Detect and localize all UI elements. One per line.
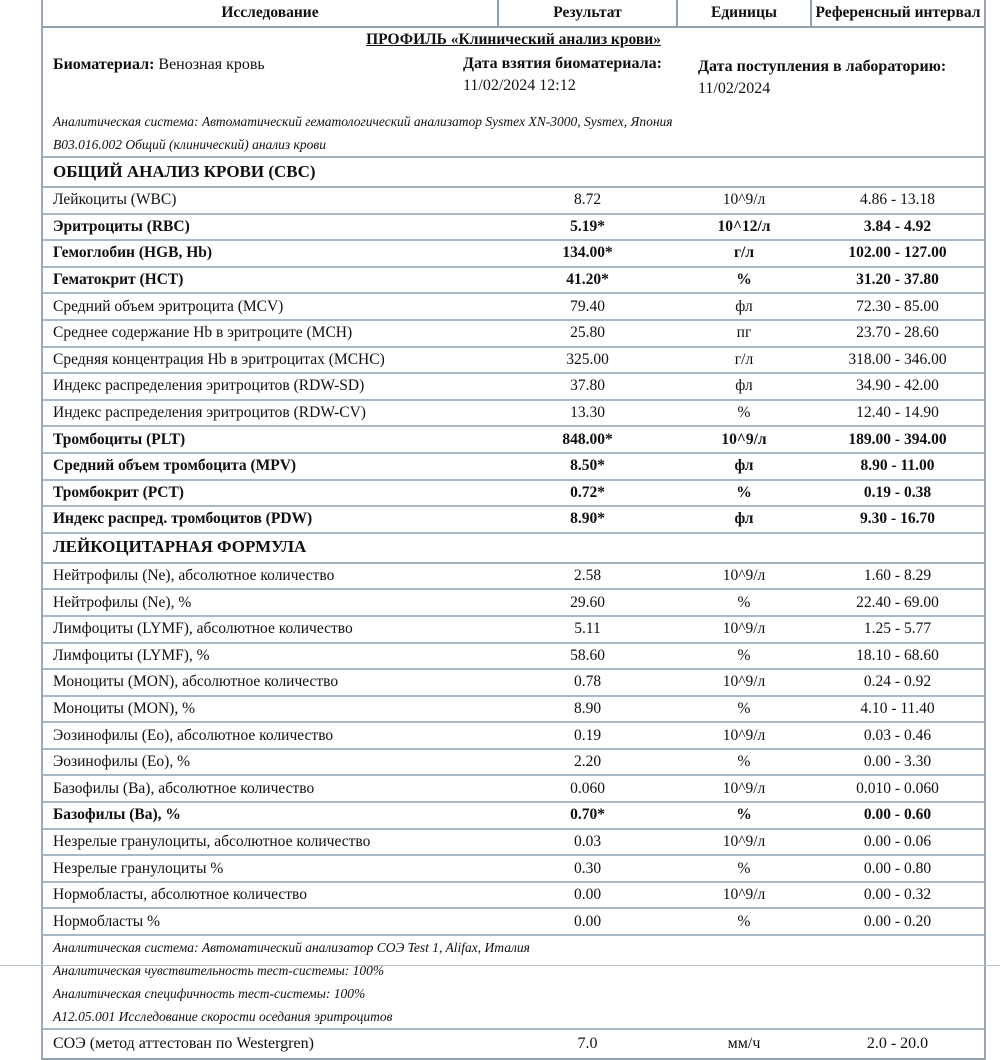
analyte-reference-range: 0.00 - 3.30 (811, 749, 984, 776)
analyte-units: % (677, 802, 811, 829)
analyte-units: 10^9/л (677, 616, 811, 643)
analyte-reference-range: 1.60 - 8.29 (811, 563, 984, 590)
analyte-name: Средний объем тромбоцита (MPV) (43, 453, 498, 480)
analyte-result: 13.30 (498, 400, 677, 427)
analyte-units: % (677, 267, 811, 294)
analyte-units: 10^9/л (677, 775, 811, 802)
analyte-result: 0.00 (498, 908, 677, 935)
analyte-name: Эритроциты (RBC) (43, 214, 498, 241)
analyte-name: Нейтрофилы (Ne), % (43, 589, 498, 616)
table-row (43, 373, 984, 400)
analyte-name: Лейкоциты (WBC) (43, 187, 498, 214)
table-row (43, 320, 984, 347)
analyte-result: 0.72* (498, 480, 677, 507)
analyte-result: 58.60 (498, 643, 677, 670)
column-header-result: Результат (498, 0, 677, 27)
table-row (43, 267, 984, 294)
table-row (43, 453, 984, 480)
analyte-name: Гемоглобин (HGB, Hb) (43, 240, 498, 267)
profile-title-row (43, 27, 984, 52)
analyte-result: 8.90 (498, 696, 677, 723)
analyte-reference-range: 9.30 - 16.70 (811, 506, 984, 533)
analyte-result: 8.50* (498, 453, 677, 480)
analytical-note-row (43, 982, 984, 1005)
table-row (43, 775, 984, 802)
table-row (43, 908, 984, 935)
analyte-result: 0.30 (498, 855, 677, 882)
analyte-name: Нейтрофилы (Ne), абсолютное количество (43, 563, 498, 590)
lab-results-table (43, 0, 984, 1060)
analyte-reference-range: 34.90 - 42.00 (811, 373, 984, 400)
analyte-result: 8.72 (498, 187, 677, 214)
analyte-name: Базофилы (Ba), абсолютное количество (43, 775, 498, 802)
table-row (43, 589, 984, 616)
analyte-name: Лимфоциты (LYMF), % (43, 643, 498, 670)
analyte-name: Лимфоциты (LYMF), абсолютное количество (43, 616, 498, 643)
analyte-reference-range: 3.84 - 4.92 (811, 214, 984, 241)
analyte-result: 5.11 (498, 616, 677, 643)
table-row (43, 187, 984, 214)
column-header-research: Исследование (43, 0, 498, 27)
analyte-result: 79.40 (498, 293, 677, 320)
table-row (43, 616, 984, 643)
analyte-units: 10^9/л (677, 722, 811, 749)
analyte-result: 0.03 (498, 829, 677, 856)
analyte-result: 8.90* (498, 506, 677, 533)
collection-date-block (463, 55, 713, 95)
analyte-reference-range: 0.010 - 0.060 (811, 775, 984, 802)
analyte-name: Эозинофилы (Eo), % (43, 749, 498, 776)
analyte-result: 325.00 (498, 347, 677, 374)
analyte-units: г/л (677, 240, 811, 267)
analytical-note-cell (43, 1005, 984, 1029)
analytical-note-text: Аналитическая система: Автоматический гематологический анализатор Sysmex XN-3000, Sysmex, Япония (53, 114, 673, 129)
analytical-note-cell (43, 959, 984, 982)
analyte-units: 10^9/л (677, 563, 811, 590)
analyte-name: СОЭ (метод аттестован по Westergren) (43, 1029, 498, 1059)
analyte-name: Индекс распред. тромбоцитов (PDW) (43, 506, 498, 533)
biomaterial-value: Венозная кровь (158, 56, 265, 73)
analyte-reference-range: 0.03 - 0.46 (811, 722, 984, 749)
table-row (43, 563, 984, 590)
analyte-result: 0.19 (498, 722, 677, 749)
analyte-name: Индекс распределения эритроцитов (RDW-CV) (43, 400, 498, 427)
table-row (43, 480, 984, 507)
analytical-note-text: Аналитическая система: Автоматический анализатор СОЭ Test 1, Alifax, Италия (53, 940, 530, 956)
table-row (43, 426, 984, 453)
analyte-name: Тромбоциты (PLT) (43, 426, 498, 453)
analyte-result: 41.20* (498, 267, 677, 294)
analyte-reference-range: 18.10 - 68.60 (811, 643, 984, 670)
analyte-units: фл (677, 453, 811, 480)
analyte-reference-range: 22.40 - 69.00 (811, 589, 984, 616)
analyte-name: Нормобласты % (43, 908, 498, 935)
analytical-note-row (43, 935, 984, 959)
analyte-units: % (677, 400, 811, 427)
analyte-units: % (677, 480, 811, 507)
table-row (43, 214, 984, 241)
analyte-reference-range: 0.19 - 0.38 (811, 480, 984, 507)
analyte-units: 10^9/л (677, 829, 811, 856)
collection-date-value: 11/02/2024 12:12 (463, 77, 576, 94)
analyte-result: 7.0 (498, 1029, 677, 1059)
analyte-reference-range: 4.10 - 11.40 (811, 696, 984, 723)
column-header-units: Единицы (677, 0, 811, 27)
analyte-name: Средняя концентрация Hb в эритроцитах (MCHC) (43, 347, 498, 374)
biomaterial-block (53, 56, 265, 74)
analyte-units: % (677, 589, 811, 616)
analyte-units: фл (677, 506, 811, 533)
analyte-units: % (677, 696, 811, 723)
table-row (43, 722, 984, 749)
analyte-units: 10^9/л (677, 426, 811, 453)
analyte-name: Моноциты (MON), % (43, 696, 498, 723)
analyte-result: 0.70* (498, 802, 677, 829)
analyte-units: 10^12/л (677, 214, 811, 241)
analyte-units: фл (677, 293, 811, 320)
collection-date-label: Дата взятия биоматериала: (463, 55, 662, 72)
analyte-reference-range: 318.00 - 346.00 (811, 347, 984, 374)
analyte-result: 0.060 (498, 775, 677, 802)
table-row (43, 1029, 984, 1059)
analyte-reference-range: 189.00 - 394.00 (811, 426, 984, 453)
table-row (43, 293, 984, 320)
column-header-reference: Референсный интервал (811, 0, 984, 27)
analyte-name: Индекс распределения эритроцитов (RDW-SD) (43, 373, 498, 400)
analyte-reference-range: 0.00 - 0.20 (811, 908, 984, 935)
analyte-reference-range: 0.24 - 0.92 (811, 669, 984, 696)
analytical-note-text: A12.05.001 Исследование скорости оседания эритроцитов (53, 1009, 393, 1025)
lab-report-document (41, 0, 986, 1060)
table-header-row (43, 0, 984, 27)
table-row (43, 749, 984, 776)
analyte-name: Незрелые гранулоциты, абсолютное количество (43, 829, 498, 856)
analyte-name: Средний объем эритроцита (MCV) (43, 293, 498, 320)
section-header-row (43, 533, 984, 563)
analytical-note-cell (43, 982, 984, 1005)
analyte-result: 37.80 (498, 373, 677, 400)
analyte-name: Базофилы (Ba), % (43, 802, 498, 829)
analyte-units: % (677, 855, 811, 882)
analyte-reference-range: 1.25 - 5.77 (811, 616, 984, 643)
biomaterial-label: Биоматериал: (53, 56, 155, 73)
analyte-reference-range: 31.20 - 37.80 (811, 267, 984, 294)
analyte-result: 0.78 (498, 669, 677, 696)
analyte-result: 5.19* (498, 214, 677, 241)
table-row (43, 882, 984, 909)
specimen-info-grid (43, 52, 984, 110)
lab-receipt-date-value: 11/02/2024 (698, 80, 771, 97)
analytical-note-row (43, 959, 984, 982)
analyte-units: % (677, 643, 811, 670)
table-row (43, 347, 984, 374)
analytical-note-text: Аналитическая специфичность тест-системы: 100% (53, 986, 366, 1002)
page-bottom-rule (0, 965, 1000, 966)
analyte-result: 29.60 (498, 589, 677, 616)
analyte-result: 134.00* (498, 240, 677, 267)
analytical-note-row (43, 133, 984, 157)
analytical-note-row (43, 110, 984, 133)
specimen-info-cell (43, 52, 984, 110)
analyte-name: Незрелые гранулоциты % (43, 855, 498, 882)
analytical-note-cell (43, 935, 984, 959)
analytical-note-cell (43, 133, 984, 157)
analyte-reference-range: 0.00 - 0.06 (811, 829, 984, 856)
analyte-name: Эозинофилы (Eo), абсолютное количество (43, 722, 498, 749)
table-row (43, 240, 984, 267)
analyte-result: 848.00* (498, 426, 677, 453)
table-row (43, 643, 984, 670)
analyte-units: 10^9/л (677, 882, 811, 909)
analyte-name: Моноциты (MON), абсолютное количество (43, 669, 498, 696)
analyte-units: пг (677, 320, 811, 347)
analyte-units: 10^9/л (677, 669, 811, 696)
analyte-reference-range: 0.00 - 0.32 (811, 882, 984, 909)
analyte-name: Среднее содержание Hb в эритроците (MCH) (43, 320, 498, 347)
profile-title-cell (43, 27, 984, 52)
analyte-name: Гематокрит (HCT) (43, 267, 498, 294)
analyte-reference-range: 23.70 - 28.60 (811, 320, 984, 347)
analytical-note-text: Аналитическая чувствительность тест-системы: 100% (53, 963, 385, 979)
analyte-units: г/л (677, 347, 811, 374)
table-row (43, 696, 984, 723)
analyte-reference-range: 2.0 - 20.0 (811, 1029, 984, 1059)
table-row (43, 669, 984, 696)
analyte-result: 2.20 (498, 749, 677, 776)
analyte-units: % (677, 749, 811, 776)
analyte-reference-range: 0.00 - 0.60 (811, 802, 984, 829)
analyte-units: фл (677, 373, 811, 400)
analyte-reference-range: 0.00 - 0.80 (811, 855, 984, 882)
analyte-units: % (677, 908, 811, 935)
lab-receipt-date-label: Дата поступления в лабораторию: (698, 58, 947, 75)
section-title: ОБЩИЙ АНАЛИЗ КРОВИ (CBC) (43, 157, 984, 187)
table-row (43, 829, 984, 856)
section-title: ЛЕЙКОЦИТАРНАЯ ФОРМУЛА (43, 533, 984, 563)
analyte-reference-range: 102.00 - 127.00 (811, 240, 984, 267)
analyte-reference-range: 8.90 - 11.00 (811, 453, 984, 480)
analyte-units: 10^9/л (677, 187, 811, 214)
analyte-reference-range: 4.86 - 13.18 (811, 187, 984, 214)
specimen-info-row (43, 52, 984, 110)
section-header-row (43, 157, 984, 187)
table-row (43, 802, 984, 829)
analytical-note-row (43, 1005, 984, 1029)
analyte-result: 25.80 (498, 320, 677, 347)
analyte-reference-range: 72.30 - 85.00 (811, 293, 984, 320)
analyte-result: 2.58 (498, 563, 677, 590)
analyte-name: Тромбокрит (PCT) (43, 480, 498, 507)
table-row (43, 506, 984, 533)
analytical-note-cell (43, 110, 984, 133)
analyte-name: Нормобласты, абсолютное количество (43, 882, 498, 909)
profile-title: ПРОФИЛЬ «Клинический анализ крови» (366, 31, 661, 48)
analytical-note-text: B03.016.002 Общий (клинический) анализ крови (53, 137, 326, 152)
table-row (43, 855, 984, 882)
analyte-units: мм/ч (677, 1029, 811, 1059)
table-row (43, 400, 984, 427)
analyte-result: 0.00 (498, 882, 677, 909)
analyte-reference-range: 12.40 - 14.90 (811, 400, 984, 427)
lab-receipt-date-block (698, 58, 1000, 98)
